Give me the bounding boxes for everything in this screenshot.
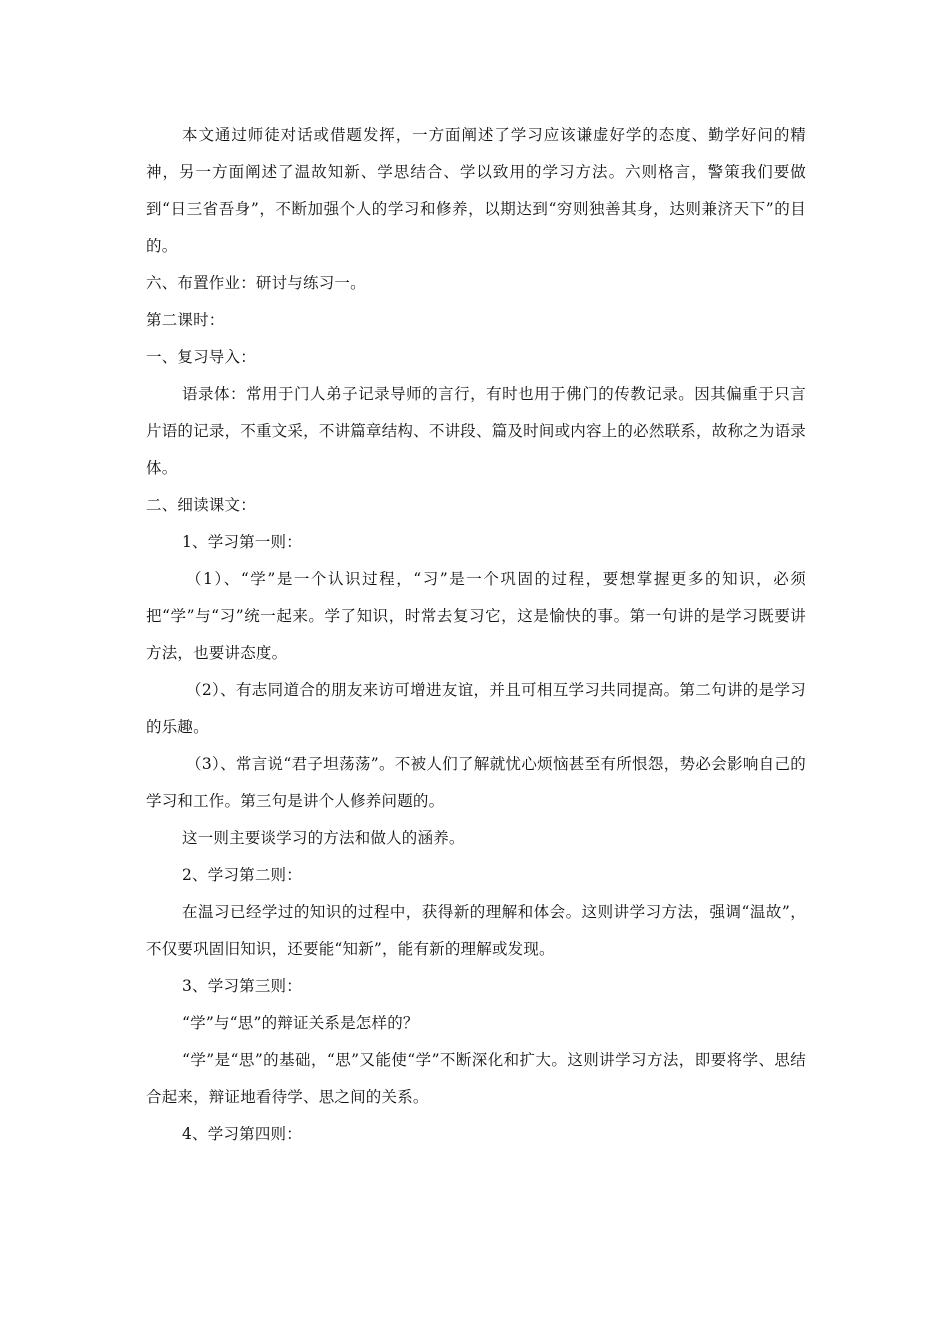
summary-paragraph: 本文通过师徒对话或借题发挥，一方面阐述了学习应该谦虚好学的态度、勤学好问的精神，另一方面阐述了温故知新、学思结合、学以致用的学习方法。六则格言，警策我们要做到“日三省吾身”，不断加强个人的学习和修养，以期达到“穷则独善其身，达则兼济天下”的目的。 xyxy=(146,126,806,255)
second-rule-paragraph: 在温习已经学过的知识的过程中，获得新的理解和体会。这则讲学习方法，强调“温故”，不仅要巩固旧知识，还要能“知新”，能有新的理解或发现。 xyxy=(146,903,806,958)
review-heading: 一、复习导入： xyxy=(146,348,256,366)
third-rule-heading: 3、学习第三则： xyxy=(182,977,302,995)
third-rule-question: “学”与“思”的辩证关系是怎样的？ xyxy=(182,1014,419,1032)
first-rule-point-2: （2）、有志同道合的朋友来访可增进友谊，并且可相互学习共同提高。第二句讲的是学习的乐趣。 xyxy=(146,681,806,736)
second-lesson-heading: 第二课时： xyxy=(146,311,225,329)
document-body xyxy=(146,117,806,1153)
second-rule-heading: 2、学习第二则： xyxy=(182,866,302,884)
homework-heading: 六、布置作业：研讨与练习一。 xyxy=(146,274,366,292)
first-rule-point-1: （1）、“学”是一个认识过程，“习”是一个巩固的过程，要想掌握更多的知识，必须把“学”与“习”统一起来。学了知识，时常去复习它，这是愉快的事。第一句讲的是学习既要讲方法，也要讲态度。 xyxy=(146,570,806,662)
close-reading-heading: 二、细读课文： xyxy=(146,496,256,514)
first-rule-heading: 1、学习第一则： xyxy=(182,533,302,551)
third-rule-paragraph: “学”是“思”的基础，“思”又能使“学”不断深化和扩大。这则讲学习方法，即要将学、思结合起来，辩证地看待学、思之间的关系。 xyxy=(146,1051,806,1106)
first-rule-summary: 这一则主要谈学习的方法和做人的涵养。 xyxy=(182,829,465,847)
quotation-style-paragraph: 语录体：常用于门人弟子记录导师的言行，有时也用于佛门的传教记录。因其偏重于只言片语的记录，不重文采，不讲篇章结构、不讲段、篇及时间或内容上的必然联系，故称之为语录体。 xyxy=(146,385,806,477)
first-rule-point-3: （3）、常言说“君子坦荡荡”。不被人们了解就忧心烦恼甚至有所恨怨，势必会影响自己的学习和工作。第三句是讲个人修养问题的。 xyxy=(146,755,806,810)
fourth-rule-heading: 4、学习第四则： xyxy=(182,1125,302,1143)
